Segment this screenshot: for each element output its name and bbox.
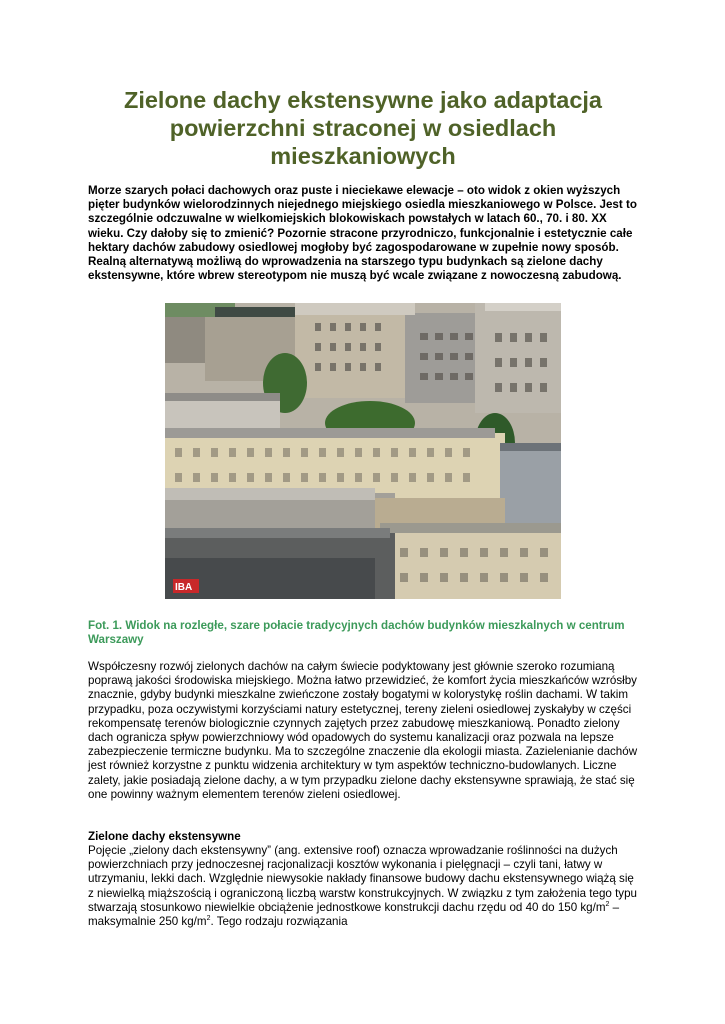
lead-paragraph: Morze szarych połaci dachowych oraz puste i nieciekawe elewacje – oto widok z okien wyższych pięter budynków wielorodzinnych niejednego miejskiego osiedla mieszkaniowego w Polsce. Jest to szczególnie odczuwalne w wielkomiejskich blokowiskach powstałych w latach 60., 70. i 80. XX wieku. Czy dałoby się to zmienić? Pozornie stracone przyrodniczo, funkcjonalnie i estetycznie całe hektary dachów zabudowy osiedlowej mogłoby być zagospodarowane w zupełnie nowy sposób. Realną alternatywą możliwą do wprowadzenia na starszego typu budynkach są zielone dachy ekstensywne, które wbrew stereotypom nie muszą być wcale związane z nowoczesną zabudową. <box>88 184 637 283</box>
rooftops-photo <box>165 303 561 599</box>
photo-sign-text: IBA <box>175 582 193 593</box>
paragraph-2-text-c: . Tego rodzaju rozwiązania <box>210 915 348 929</box>
section-heading: Zielone dachy ekstensywne <box>88 830 241 843</box>
body-paragraph-1: Współczesny rozwój zielonych dachów na całym świecie podyktowany jest głównie szeroko rozumianą poprawą jakości środowiska miejskiego. Można łatwo przewidzieć, że komfort życia mieszkańców wzrósłby znacznie, gdyby budynki mieszkalne zwieńczone zostały bogatymi w kolorystykę roślin dachami. W takim przypadku, poza oczywistymi korzyściami natury estetycznej, tereny zieleni osiedlowej zyskałyby w części rekompensatę terenów biologicznie czynnych zajętych przez zabudowę mieszkaniową. Ponadto zielony dach ogranicza spływ powierzchniowy wód opadowych do systemu kanalizacji oraz pozwala na lepsze zabezpieczenie termiczne budynku. Ma to szczególne znaczenie dla ekologii miasta. Zazielenianie dachów jest również korzystne z punktu widzenia architektury w tym aspektów techniczno-budowlanych. Liczne zalety, jakie posiadają zielone dachy, a w tym przypadku zielone dachy ekstensywne sprawiają, że stać się one powinny ważnym elementem terenów zieleni osiedlowej. <box>88 660 638 801</box>
superscript-1: 2 <box>605 900 610 908</box>
body-paragraph-2 <box>88 844 640 929</box>
paragraph-2-text-a: Pojęcie „zielony dach ekstensywny” (ang. extensive roof) oznacza wprowadzanie roślinności na dużych powierzchniach przy jednoczesnej racjonalizacji kosztów wykonania i pielęgnacji – czyli tani, łatwy w utrzymaniu, lekki dach. Względnie niewysokie nakłady finansowe budowy dachu ekstensywnego wiążą się z niewielką miąższością i ograniczoną liczbą warstw konstrukcyjnych. W związku z tym założenia tego typu stwarzają stosunkowo niewielkie obciążenie jednostkowe konstrukcji dachu rzędu od 40 do 150 kg/m <box>88 844 637 914</box>
photo-caption: Fot. 1. Widok na rozległe, szare połacie tradycyjnych dachów budynków mieszkalnych w centrum Warszawy <box>88 619 625 647</box>
document-title: Zielone dachy ekstensywne jako adaptacja powierzchni straconej w osiedlach mieszkaniowych <box>123 87 603 169</box>
paragraph-2-text-b: – maksymalnie 250 kg/m <box>88 900 620 929</box>
superscript-2: 2 <box>206 915 211 923</box>
